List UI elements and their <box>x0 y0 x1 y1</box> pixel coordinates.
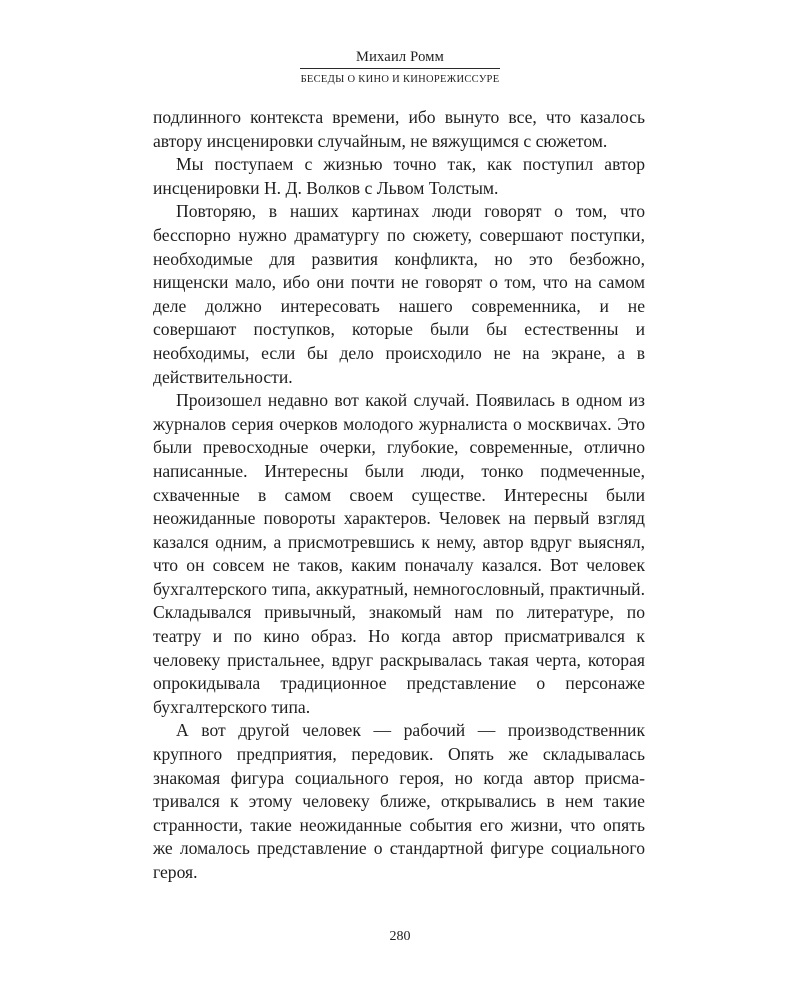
running-head-book-title: БЕСЕДЫ О КИНО И КИНОРЕЖИССУРЕ <box>300 74 500 85</box>
page-number: 280 <box>389 929 411 944</box>
paragraph: подлинного контекста времени, ибо вынуто все, что казалось автору инсценировки случайным, не вяжущимся с сюжетом. <box>153 107 645 151</box>
paragraph: Произошел недавно вот какой случай. Появилась в одном из журналов серия очерков молодого журналиста о москвичах. Это были превосходные очерки, глубокие, современные, отлично написанные. Интересны были люди, тонко подмеченные, схваченные в самом своем существе. Интересны были неожиданные повороты характеров. Человек на первый взгляд казался одним, а присмотревшись к нему, автор вдруг выяснял, что он совсем не таков, каким поначалу казался. Вот человек бухгалтерского типа, аккуратный, немногословный, практичный. Складывался привычный, знакомый нам по литературе, по театру и по кино образ. Но когда автор присматривался к человеку пристальнее, вдруг раскрывалась такая черта, которая опрокидывала традиционное представление о персонаже бухгалтерского типа. <box>153 390 645 717</box>
paragraph: А вот другой человек — рабочий — производственник крупного предприятия, передовик. Опять же складывалась знакомая фигура социального героя, но когда автор присматривался к этому человеку ближе, открывались в нем такие странности, такие неожиданные события его жизни, что опять же ломалось представление о стандартной фигуре социального героя. <box>153 720 645 882</box>
body-text <box>153 106 645 885</box>
running-head-rule <box>300 68 500 69</box>
paragraph: Повторяю, в наших картинах люди говорят о том, что бесспорно нужно драматургу по сюжету, совершают поступки, необходимые для развития конфликта, но это безбожно, нищенски мало, ибо они почти не говорят о том, что на самом деле должно интересовать нашего современника, и не совершают поступков, которые были бы естественны и необходимы, если бы дело происходило не на экране, а в действительности. <box>153 201 645 387</box>
running-head <box>300 48 500 87</box>
paragraph: Мы поступаем с жизнью точно так, как поступил автор инсценировки Н. Д. Волков с Львом Толстым. <box>153 154 645 198</box>
running-head-author: Михаил Ромм <box>356 49 444 65</box>
